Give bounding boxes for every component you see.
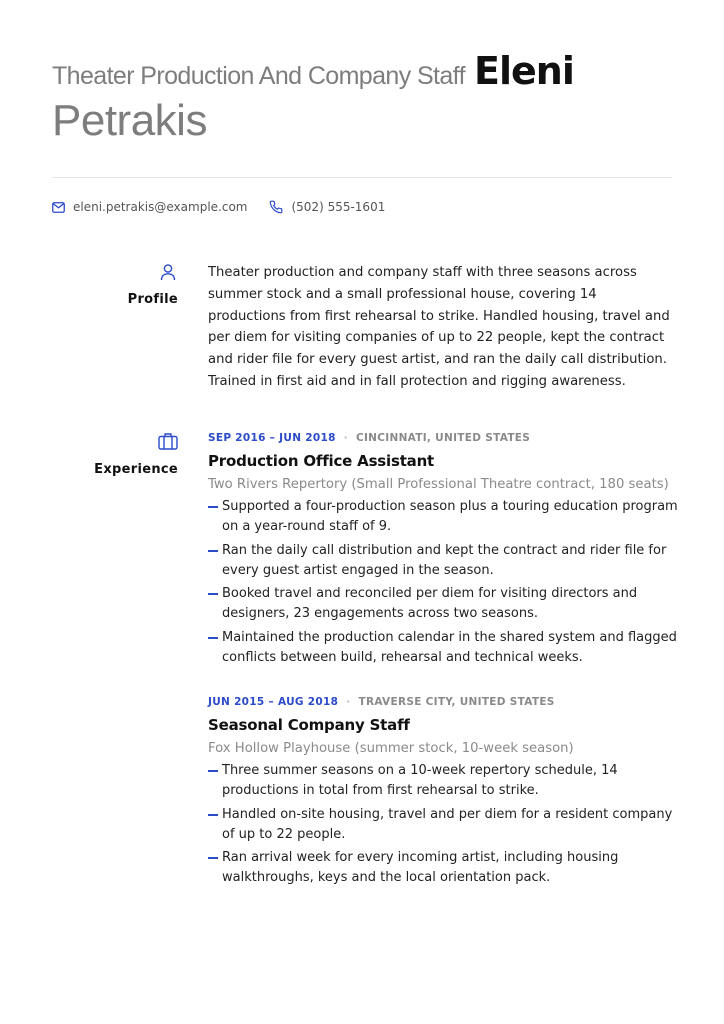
job-meta [208, 432, 678, 444]
resume-header [52, 49, 672, 146]
job-location: TRAVERSE CITY, UNITED STATES [358, 696, 555, 708]
dash-icon [208, 857, 218, 859]
profile-summary: Theater production and company staff with three seasons across summer stock and a small professional house, covering 14 productions from first rehearsal to strike. Handled housing, travel and per diem for visiting companies of up to 22 people, kept the contract and rider file for every guest artist, and ran the daily call distribution. Trained in first aid and in fall protection and rigging awareness. [208, 265, 670, 389]
bullet-text: Supported a four-production season plus a touring education program on a year-round staff of 9. [222, 499, 678, 534]
bullet-text: Handled on-site housing, travel and per diem for a resident company of up to 22 people. [222, 806, 673, 842]
bullet-item [208, 628, 678, 668]
job-company: Two Rivers Repertory (Small Professional Theatre contract, 180 seats) [208, 477, 669, 492]
phone-icon [269, 200, 283, 214]
bullet-item [208, 761, 678, 801]
job-title: Seasonal Company Staff [208, 716, 410, 734]
job-location: CINCINNATI, UNITED STATES [355, 432, 531, 444]
experience-heading: Experience [94, 462, 178, 477]
phone-contact[interactable] [269, 200, 385, 214]
bullet-item [208, 848, 678, 888]
phone-text: (502) 555-1601 [291, 200, 386, 214]
job-bullets [208, 761, 678, 888]
job-subtitle: Theater Production And Company Staff [52, 62, 465, 90]
job-dates: SEP 2016 – JUN 2018 [208, 432, 336, 444]
bullet-text: Booked travel and reconciled per diem for visiting directors and designers, 23 engagements across two seasons. [222, 586, 638, 621]
bullet-text: Ran arrival week for every incoming artist, including housing walkthroughs, keys and the local orientation pack. [222, 850, 619, 885]
profile-heading: Profile [127, 292, 178, 307]
header-divider [52, 177, 672, 178]
dash-icon [208, 637, 218, 639]
dash-icon [208, 770, 218, 772]
first-name: Eleni [474, 49, 574, 93]
bullet-item [208, 541, 678, 581]
contact-bar [52, 200, 407, 214]
email-icon [52, 202, 65, 213]
bullet-item [208, 584, 678, 624]
job-entry [208, 696, 678, 892]
dash-icon [208, 814, 218, 816]
job-entry [208, 432, 678, 671]
bullet-text: Ran the daily call distribution and kept the contract and rider file for every guest artist engaged in the season. [222, 542, 667, 578]
dash-icon [208, 593, 218, 595]
last-name: Petrakis [52, 96, 207, 145]
email-text: eleni.petrakis@example.com [73, 200, 248, 214]
job-meta [208, 696, 678, 708]
briefcase-icon [158, 432, 178, 450]
meta-separator: · [343, 432, 348, 444]
dash-icon [208, 506, 218, 508]
dash-icon [208, 550, 218, 552]
email-contact[interactable] [52, 200, 247, 214]
job-bullets [208, 497, 678, 668]
job-dates: JUN 2015 – AUG 2018 [208, 696, 339, 708]
meta-separator: · [346, 696, 351, 708]
bullet-item [208, 805, 678, 845]
person-icon [159, 263, 177, 281]
bullet-text: Maintained the production calendar in the shared system and flagged conflicts between build, rehearsal and technical weeks. [222, 629, 677, 665]
bullet-text: Three summer seasons on a 10-week repertory schedule, 14 productions in total from first rehearsal to strike. [222, 763, 618, 798]
job-title: Production Office Assistant [208, 452, 435, 470]
bullet-item [208, 497, 678, 537]
job-company: Fox Hollow Playhouse (summer stock, 10-week season) [208, 741, 574, 756]
